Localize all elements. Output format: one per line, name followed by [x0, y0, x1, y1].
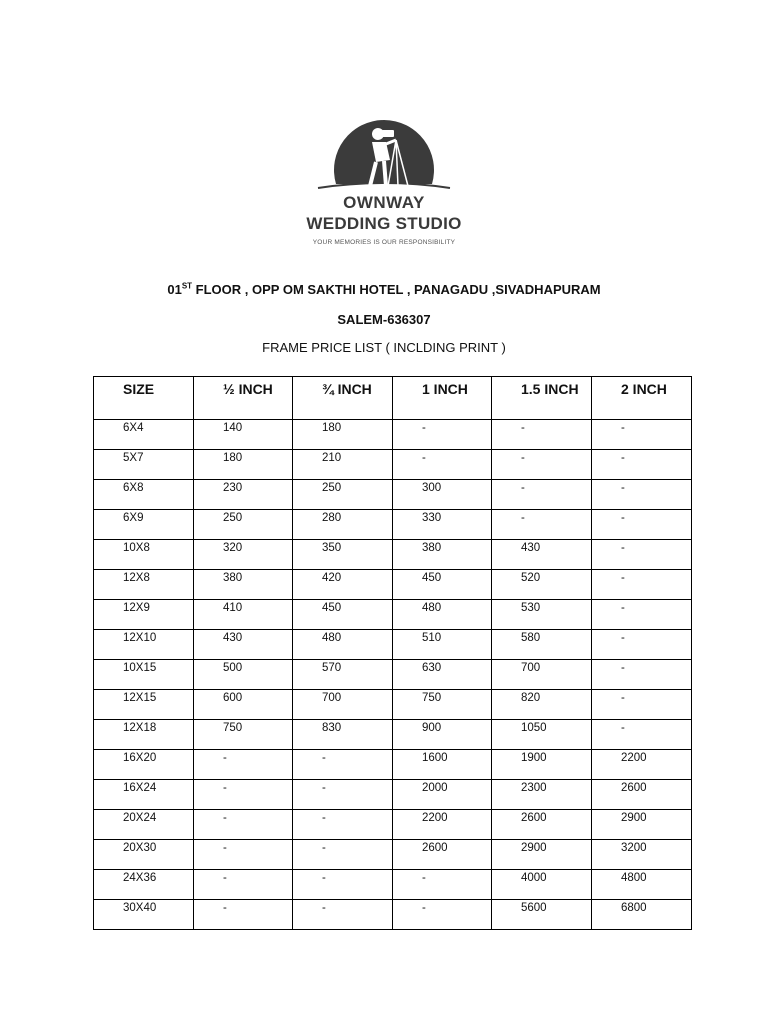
half-inch-price: - [194, 780, 293, 810]
half-inch-price: 430 [194, 630, 293, 660]
one-inch-price: 1600 [393, 750, 492, 780]
half-inch-price: 250 [194, 510, 293, 540]
one-inch-price: 2000 [393, 780, 492, 810]
address-floor-number: 01 [167, 282, 182, 297]
photographer-logo-icon [316, 112, 452, 192]
two-inch-price: 3200 [592, 840, 692, 870]
table-row [94, 720, 692, 750]
two-inch-price: 2600 [592, 780, 692, 810]
two-inch-price: - [592, 510, 692, 540]
one-inch-price: 300 [393, 480, 492, 510]
price-table [93, 376, 692, 930]
table-row [94, 690, 692, 720]
three-quarter-inch-price: - [293, 900, 393, 930]
column-header-size: SIZE [94, 377, 194, 420]
table-row [94, 480, 692, 510]
size-cell: 10X8 [94, 540, 194, 570]
two-inch-price: - [592, 570, 692, 600]
two-inch-price: - [592, 630, 692, 660]
column-header-half-inch: ½ INCH [194, 377, 293, 420]
one-half-inch-price: 820 [492, 690, 592, 720]
size-cell: 12X8 [94, 570, 194, 600]
size-cell: 20X24 [94, 810, 194, 840]
size-cell: 30X40 [94, 900, 194, 930]
brand-name: OWNWAY [343, 193, 425, 212]
half-inch-price: - [194, 900, 293, 930]
three-quarter-inch-price: 280 [293, 510, 393, 540]
one-inch-price: 330 [393, 510, 492, 540]
half-inch-price: 380 [194, 570, 293, 600]
address-line [0, 282, 768, 297]
table-header-row [94, 377, 692, 420]
three-quarter-inch-price: 830 [293, 720, 393, 750]
two-inch-price: - [592, 420, 692, 450]
half-inch-price: 750 [194, 720, 293, 750]
one-half-inch-price: 520 [492, 570, 592, 600]
one-inch-price: 900 [393, 720, 492, 750]
half-inch-price: - [194, 840, 293, 870]
half-inch-price: 180 [194, 450, 293, 480]
half-inch-price: - [194, 870, 293, 900]
table-row [94, 750, 692, 780]
one-half-inch-price: 530 [492, 600, 592, 630]
one-half-inch-price: 5600 [492, 900, 592, 930]
one-half-inch-price: - [492, 480, 592, 510]
table-row [94, 780, 692, 810]
brand-subtitle: WEDDING STUDIO [306, 214, 462, 233]
three-quarter-inch-price: - [293, 750, 393, 780]
size-cell: 6X9 [94, 510, 194, 540]
one-inch-price: 480 [393, 600, 492, 630]
one-half-inch-price: 580 [492, 630, 592, 660]
three-quarter-inch-price: - [293, 780, 393, 810]
three-quarter-inch-price: - [293, 810, 393, 840]
two-inch-price: 2900 [592, 810, 692, 840]
table-row [94, 660, 692, 690]
table-row [94, 510, 692, 540]
one-half-inch-price: - [492, 420, 592, 450]
table-row [94, 840, 692, 870]
one-inch-price: - [393, 450, 492, 480]
one-inch-price: - [393, 870, 492, 900]
half-inch-price: 320 [194, 540, 293, 570]
table-row [94, 540, 692, 570]
size-cell: 16X20 [94, 750, 194, 780]
size-cell: 12X18 [94, 720, 194, 750]
table-row [94, 450, 692, 480]
column-header-three-quarter-inch: ¾ INCH [293, 377, 393, 420]
one-half-inch-price: 1900 [492, 750, 592, 780]
half-inch-price: - [194, 750, 293, 780]
one-half-inch-price: - [492, 510, 592, 540]
one-inch-price: 380 [393, 540, 492, 570]
three-quarter-inch-price: 210 [293, 450, 393, 480]
brand-tagline: YOUR MEMORIES IS OUR RESPONSIBILITY [312, 239, 456, 246]
table-row [94, 420, 692, 450]
two-inch-price: - [592, 690, 692, 720]
address-text: FLOOR , OPP OM SAKTHI HOTEL , PANAGADU ,SIVADHAPURAM [192, 282, 601, 297]
one-half-inch-price: 700 [492, 660, 592, 690]
price-list-title: FRAME PRICE LIST ( INCLDING PRINT ) [262, 340, 506, 355]
two-inch-price: - [592, 450, 692, 480]
size-cell: 12X10 [94, 630, 194, 660]
table-row [94, 870, 692, 900]
city-line: SALEM-636307 [337, 312, 431, 327]
two-inch-price: - [592, 480, 692, 510]
size-cell: 6X4 [94, 420, 194, 450]
column-header-one-inch: 1 INCH [393, 377, 492, 420]
three-quarter-inch-price: 350 [293, 540, 393, 570]
half-inch-price: - [194, 810, 293, 840]
half-inch-price: 140 [194, 420, 293, 450]
three-quarter-inch-price: 420 [293, 570, 393, 600]
table-row [94, 900, 692, 930]
three-quarter-inch-price: 250 [293, 480, 393, 510]
size-cell: 20X30 [94, 840, 194, 870]
three-quarter-inch-price: 570 [293, 660, 393, 690]
size-cell: 24X36 [94, 870, 194, 900]
one-half-inch-price: 2600 [492, 810, 592, 840]
two-inch-price: 6800 [592, 900, 692, 930]
three-quarter-inch-price: 450 [293, 600, 393, 630]
three-quarter-inch-price: - [293, 840, 393, 870]
table-row [94, 570, 692, 600]
three-quarter-inch-price: 480 [293, 630, 393, 660]
price-table-body [94, 420, 692, 930]
address-floor-suffix: ST [181, 281, 193, 291]
one-half-inch-price: 2300 [492, 780, 592, 810]
one-half-inch-price: 430 [492, 540, 592, 570]
one-inch-price: - [393, 900, 492, 930]
one-inch-price: 450 [393, 570, 492, 600]
one-inch-price: 2200 [393, 810, 492, 840]
size-cell: 16X24 [94, 780, 194, 810]
two-inch-price: - [592, 660, 692, 690]
two-inch-price: - [592, 540, 692, 570]
two-inch-price: - [592, 600, 692, 630]
table-row [94, 600, 692, 630]
three-quarter-inch-price: - [293, 870, 393, 900]
one-inch-price: - [393, 420, 492, 450]
half-inch-price: 230 [194, 480, 293, 510]
column-header-one-half-inch: 1.5 INCH [492, 377, 592, 420]
two-inch-price: 4800 [592, 870, 692, 900]
three-quarter-inch-price: 180 [293, 420, 393, 450]
one-half-inch-price: 4000 [492, 870, 592, 900]
three-quarter-inch-price: 700 [293, 690, 393, 720]
one-half-inch-price: 2900 [492, 840, 592, 870]
column-header-two-inch: 2 INCH [592, 377, 692, 420]
size-cell: 12X15 [94, 690, 194, 720]
two-inch-price: 2200 [592, 750, 692, 780]
half-inch-price: 500 [194, 660, 293, 690]
half-inch-price: 410 [194, 600, 293, 630]
two-inch-price: - [592, 720, 692, 750]
size-cell: 6X8 [94, 480, 194, 510]
one-inch-price: 630 [393, 660, 492, 690]
size-cell: 5X7 [94, 450, 194, 480]
one-half-inch-price: 1050 [492, 720, 592, 750]
size-cell: 10X15 [94, 660, 194, 690]
one-inch-price: 510 [393, 630, 492, 660]
half-inch-price: 600 [194, 690, 293, 720]
size-cell: 12X9 [94, 600, 194, 630]
table-row [94, 810, 692, 840]
table-row [94, 630, 692, 660]
one-inch-price: 750 [393, 690, 492, 720]
one-half-inch-price: - [492, 450, 592, 480]
one-inch-price: 2600 [393, 840, 492, 870]
